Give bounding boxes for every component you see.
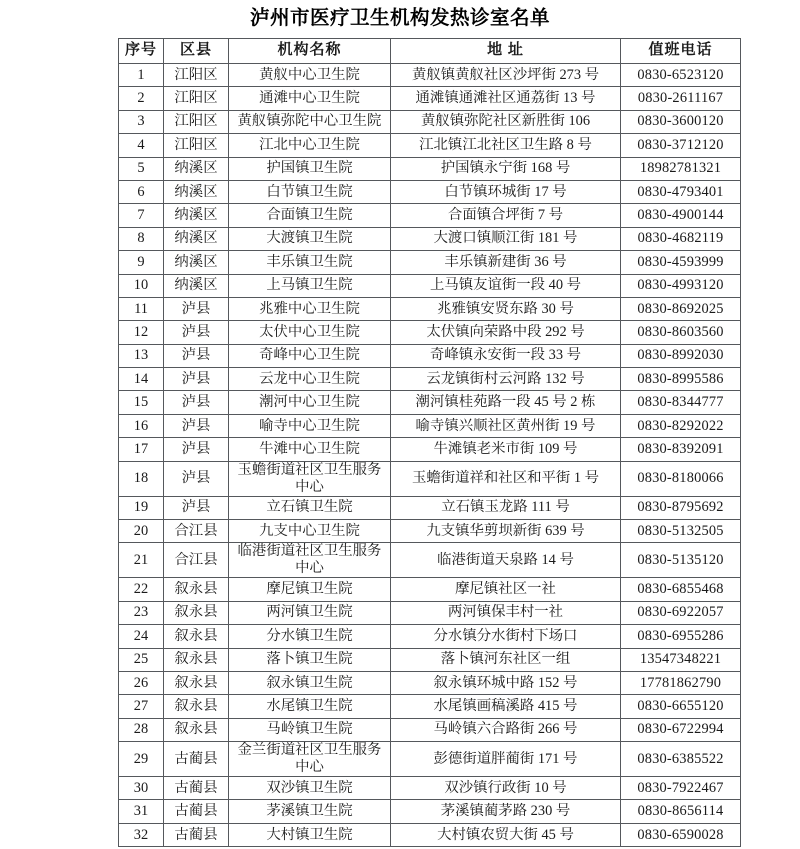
cell-institution: 落卜镇卫生院 xyxy=(229,648,391,671)
cell-no: 29 xyxy=(119,742,164,777)
cell-institution: 叙永镇卫生院 xyxy=(229,671,391,694)
column-header-district: 区县 xyxy=(164,39,229,64)
cell-no: 1 xyxy=(119,64,164,87)
cell-institution: 通滩中心卫生院 xyxy=(229,87,391,110)
cell-no: 14 xyxy=(119,368,164,391)
cell-address: 云龙镇街村云河路 132 号 xyxy=(391,368,621,391)
table-row xyxy=(119,520,741,543)
cell-phone: 0830-8344777 xyxy=(621,391,741,414)
cell-institution: 大村镇卫生院 xyxy=(229,823,391,846)
cell-address: 通滩镇通滩社区通荔街 13 号 xyxy=(391,87,621,110)
cell-district: 江阳区 xyxy=(164,87,229,110)
cell-address: 叙永镇环城中路 152 号 xyxy=(391,671,621,694)
cell-address: 喻寺镇兴顺社区黄州街 19 号 xyxy=(391,414,621,437)
cell-district: 纳溪区 xyxy=(164,157,229,180)
cell-institution: 马岭镇卫生院 xyxy=(229,718,391,741)
cell-district: 江阳区 xyxy=(164,110,229,133)
cell-no: 3 xyxy=(119,110,164,133)
table-row xyxy=(119,742,741,777)
table-row xyxy=(119,110,741,133)
cell-institution: 两河镇卫生院 xyxy=(229,601,391,624)
cell-district: 叙永县 xyxy=(164,601,229,624)
table-row xyxy=(119,87,741,110)
cell-institution: 奇峰中心卫生院 xyxy=(229,344,391,367)
cell-district: 叙永县 xyxy=(164,671,229,694)
cell-phone: 0830-5132505 xyxy=(621,520,741,543)
table-row xyxy=(119,321,741,344)
cell-phone: 0830-8292022 xyxy=(621,414,741,437)
cell-phone: 0830-8795692 xyxy=(621,496,741,519)
cell-institution: 双沙镇卫生院 xyxy=(229,777,391,800)
cell-institution: 九支中心卫生院 xyxy=(229,520,391,543)
cell-address: 双沙镇行政街 10 号 xyxy=(391,777,621,800)
cell-phone: 0830-6855468 xyxy=(621,578,741,601)
cell-institution: 云龙中心卫生院 xyxy=(229,368,391,391)
cell-phone: 0830-2611167 xyxy=(621,87,741,110)
cell-district: 纳溪区 xyxy=(164,180,229,203)
cell-phone: 0830-6655120 xyxy=(621,695,741,718)
table-row xyxy=(119,496,741,519)
table-row xyxy=(119,461,741,496)
table-row xyxy=(119,695,741,718)
cell-institution: 水尾镇卫生院 xyxy=(229,695,391,718)
cell-phone: 0830-6385522 xyxy=(621,742,741,777)
cell-phone: 0830-3600120 xyxy=(621,110,741,133)
cell-institution: 茅溪镇卫生院 xyxy=(229,800,391,823)
cell-address: 白节镇环城街 17 号 xyxy=(391,180,621,203)
table-row xyxy=(119,134,741,157)
cell-institution: 摩尼镇卫生院 xyxy=(229,578,391,601)
cell-phone: 0830-6523120 xyxy=(621,64,741,87)
table-row xyxy=(119,414,741,437)
cell-address: 茅溪镇蔺茅路 230 号 xyxy=(391,800,621,823)
cell-no: 22 xyxy=(119,578,164,601)
page-title: 泸州市医疗卫生机构发热诊室名单 xyxy=(249,8,550,29)
table-row xyxy=(119,64,741,87)
cell-district: 古蔺县 xyxy=(164,823,229,846)
cell-no: 24 xyxy=(119,625,164,648)
cell-address: 分水镇分水街村下场口 xyxy=(391,625,621,648)
table-row xyxy=(119,800,741,823)
cell-district: 泸县 xyxy=(164,496,229,519)
cell-phone: 0830-4593999 xyxy=(621,251,741,274)
table-row xyxy=(119,204,741,227)
cell-district: 叙永县 xyxy=(164,695,229,718)
cell-address: 牛滩镇老米市街 109 号 xyxy=(391,438,621,461)
cell-address: 落卜镇河东社区一组 xyxy=(391,648,621,671)
cell-no: 11 xyxy=(119,297,164,320)
table-row xyxy=(119,297,741,320)
cell-phone: 0830-6955286 xyxy=(621,625,741,648)
cell-address: 九支镇华剪坝新街 639 号 xyxy=(391,520,621,543)
cell-district: 泸县 xyxy=(164,368,229,391)
cell-no: 16 xyxy=(119,414,164,437)
cell-address: 黄舣镇黄舣社区沙坪街 273 号 xyxy=(391,64,621,87)
cell-address: 水尾镇画稿溪路 415 号 xyxy=(391,695,621,718)
table-row xyxy=(119,368,741,391)
cell-no: 6 xyxy=(119,180,164,203)
cell-district: 叙永县 xyxy=(164,648,229,671)
cell-phone: 0830-8656114 xyxy=(621,800,741,823)
cell-no: 2 xyxy=(119,87,164,110)
cell-institution: 喻寺中心卫生院 xyxy=(229,414,391,437)
table-row xyxy=(119,718,741,741)
cell-no: 13 xyxy=(119,344,164,367)
cell-phone: 0830-6722994 xyxy=(621,718,741,741)
table-row xyxy=(119,227,741,250)
cell-no: 23 xyxy=(119,601,164,624)
cell-institution: 江北中心卫生院 xyxy=(229,134,391,157)
cell-institution: 上马镇卫生院 xyxy=(229,274,391,297)
cell-phone: 0830-6590028 xyxy=(621,823,741,846)
cell-address: 兆雅镇安贤东路 30 号 xyxy=(391,297,621,320)
cell-no: 4 xyxy=(119,134,164,157)
cell-address: 马岭镇六合路街 266 号 xyxy=(391,718,621,741)
cell-district: 江阳区 xyxy=(164,134,229,157)
cell-district: 叙永县 xyxy=(164,625,229,648)
cell-no: 9 xyxy=(119,251,164,274)
cell-institution: 合面镇卫生院 xyxy=(229,204,391,227)
cell-institution: 潮河中心卫生院 xyxy=(229,391,391,414)
cell-address: 丰乐镇新建街 36 号 xyxy=(391,251,621,274)
table-body xyxy=(119,64,741,847)
cell-district: 泸县 xyxy=(164,438,229,461)
cell-address: 护国镇永宁街 168 号 xyxy=(391,157,621,180)
cell-phone: 17781862790 xyxy=(621,671,741,694)
cell-district: 合江县 xyxy=(164,543,229,578)
table-row xyxy=(119,777,741,800)
cell-institution: 临港街道社区卫生服务中心 xyxy=(229,543,391,578)
cell-phone: 13547348221 xyxy=(621,648,741,671)
cell-phone: 0830-8603560 xyxy=(621,321,741,344)
cell-phone: 0830-8995586 xyxy=(621,368,741,391)
cell-phone: 0830-4793401 xyxy=(621,180,741,203)
cell-institution: 太伏中心卫生院 xyxy=(229,321,391,344)
cell-phone: 0830-8992030 xyxy=(621,344,741,367)
cell-phone: 0830-4682119 xyxy=(621,227,741,250)
table-row xyxy=(119,438,741,461)
cell-district: 纳溪区 xyxy=(164,204,229,227)
cell-phone: 0830-6922057 xyxy=(621,601,741,624)
column-header-no: 序号 xyxy=(119,39,164,64)
cell-address: 临港街道天泉路 14 号 xyxy=(391,543,621,578)
cell-no: 26 xyxy=(119,671,164,694)
cell-address: 大村镇农贸大街 45 号 xyxy=(391,823,621,846)
cell-institution: 黄舣中心卫生院 xyxy=(229,64,391,87)
table-row xyxy=(119,391,741,414)
column-header-phone: 值班电话 xyxy=(621,39,741,64)
cell-institution: 立石镇卫生院 xyxy=(229,496,391,519)
cell-address: 合面镇合坪街 7 号 xyxy=(391,204,621,227)
cell-address: 上马镇友谊街一段 40 号 xyxy=(391,274,621,297)
cell-district: 纳溪区 xyxy=(164,274,229,297)
cell-no: 15 xyxy=(119,391,164,414)
cell-phone: 0830-8392091 xyxy=(621,438,741,461)
table-header-row xyxy=(119,39,741,64)
fever-clinic-table xyxy=(118,38,741,847)
cell-district: 纳溪区 xyxy=(164,227,229,250)
cell-phone: 18982781321 xyxy=(621,157,741,180)
cell-no: 20 xyxy=(119,520,164,543)
cell-district: 合江县 xyxy=(164,520,229,543)
cell-no: 21 xyxy=(119,543,164,578)
cell-no: 19 xyxy=(119,496,164,519)
cell-no: 7 xyxy=(119,204,164,227)
table-row xyxy=(119,251,741,274)
table-row xyxy=(119,578,741,601)
cell-phone: 0830-4993120 xyxy=(621,274,741,297)
cell-address: 大渡口镇顺江街 181 号 xyxy=(391,227,621,250)
cell-district: 古蔺县 xyxy=(164,742,229,777)
cell-phone: 0830-4900144 xyxy=(621,204,741,227)
table-row xyxy=(119,601,741,624)
fever-clinic-table-container xyxy=(118,38,740,847)
cell-phone: 0830-8180066 xyxy=(621,461,741,496)
cell-address: 玉蟾街道祥和社区和平街 1 号 xyxy=(391,461,621,496)
cell-institution: 兆雅中心卫生院 xyxy=(229,297,391,320)
column-header-address: 地 址 xyxy=(391,39,621,64)
cell-no: 27 xyxy=(119,695,164,718)
table-row xyxy=(119,625,741,648)
cell-institution: 金兰街道社区卫生服务中心 xyxy=(229,742,391,777)
cell-no: 10 xyxy=(119,274,164,297)
cell-institution: 大渡镇卫生院 xyxy=(229,227,391,250)
cell-address: 摩尼镇社区一社 xyxy=(391,578,621,601)
cell-no: 12 xyxy=(119,321,164,344)
table-row xyxy=(119,274,741,297)
cell-district: 古蔺县 xyxy=(164,777,229,800)
cell-district: 叙永县 xyxy=(164,718,229,741)
cell-institution: 护国镇卫生院 xyxy=(229,157,391,180)
cell-address: 立石镇玉龙路 111 号 xyxy=(391,496,621,519)
cell-address: 奇峰镇永安街一段 33 号 xyxy=(391,344,621,367)
cell-district: 泸县 xyxy=(164,344,229,367)
cell-district: 泸县 xyxy=(164,321,229,344)
cell-no: 18 xyxy=(119,461,164,496)
cell-phone: 0830-8692025 xyxy=(621,297,741,320)
table-header xyxy=(119,39,741,64)
cell-phone: 0830-3712120 xyxy=(621,134,741,157)
cell-district: 纳溪区 xyxy=(164,251,229,274)
cell-phone: 0830-7922467 xyxy=(621,777,741,800)
cell-address: 两河镇保丰村一社 xyxy=(391,601,621,624)
cell-address: 江北镇江北社区卫生路 8 号 xyxy=(391,134,621,157)
cell-no: 28 xyxy=(119,718,164,741)
cell-district: 泸县 xyxy=(164,461,229,496)
cell-institution: 牛滩中心卫生院 xyxy=(229,438,391,461)
cell-district: 叙永县 xyxy=(164,578,229,601)
cell-district: 泸县 xyxy=(164,297,229,320)
table-row xyxy=(119,543,741,578)
table-row xyxy=(119,648,741,671)
cell-no: 5 xyxy=(119,157,164,180)
table-row xyxy=(119,157,741,180)
cell-institution: 分水镇卫生院 xyxy=(229,625,391,648)
table-row xyxy=(119,671,741,694)
cell-institution: 黄舣镇弥陀中心卫生院 xyxy=(229,110,391,133)
cell-no: 32 xyxy=(119,823,164,846)
cell-no: 17 xyxy=(119,438,164,461)
cell-no: 25 xyxy=(119,648,164,671)
table-row xyxy=(119,180,741,203)
cell-address: 潮河镇桂苑路一段 45 号 2 栋 xyxy=(391,391,621,414)
cell-institution: 玉蟾街道社区卫生服务中心 xyxy=(229,461,391,496)
cell-address: 彭德街道胖蔺街 171 号 xyxy=(391,742,621,777)
cell-district: 江阳区 xyxy=(164,64,229,87)
cell-no: 8 xyxy=(119,227,164,250)
cell-no: 31 xyxy=(119,800,164,823)
column-header-institution: 机构名称 xyxy=(229,39,391,64)
cell-no: 30 xyxy=(119,777,164,800)
cell-phone: 0830-5135120 xyxy=(621,543,741,578)
cell-district: 泸县 xyxy=(164,414,229,437)
cell-institution: 白节镇卫生院 xyxy=(229,180,391,203)
cell-district: 泸县 xyxy=(164,391,229,414)
cell-district: 古蔺县 xyxy=(164,800,229,823)
cell-address: 黄舣镇弥陀社区新胜街 106 xyxy=(391,110,621,133)
cell-institution: 丰乐镇卫生院 xyxy=(229,251,391,274)
table-row xyxy=(119,823,741,846)
table-row xyxy=(119,344,741,367)
cell-address: 太伏镇向荣路中段 292 号 xyxy=(391,321,621,344)
